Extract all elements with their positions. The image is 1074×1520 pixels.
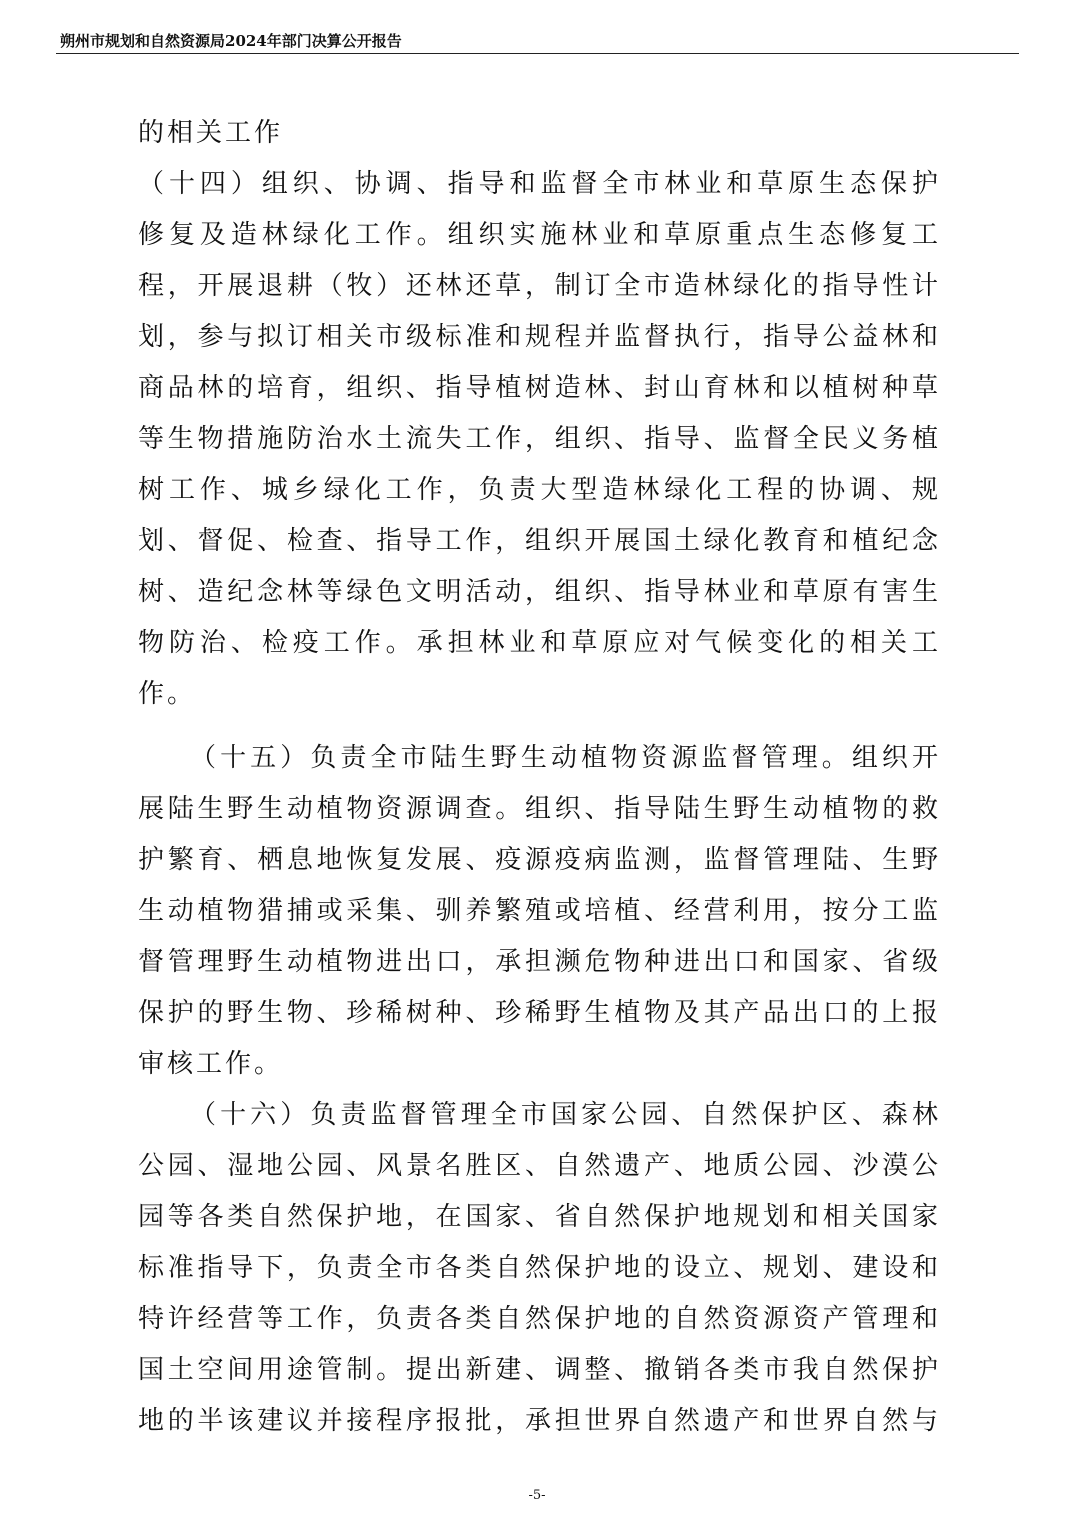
text-line: 划、督促、检查、指导工作，组织开展国土绿化教育和植纪念: [138, 526, 938, 556]
header-divider: [56, 53, 1019, 54]
text-line: 划，参与拟订相关市级标准和规程并监督执行，指导公益林和: [138, 322, 938, 352]
text-line: 等生物措施防治水土流失工作，组织、指导、监督全民义务植: [138, 424, 938, 454]
text-line: 商品林的培育，组织、指导植树造林、封山育林和以植树种草: [138, 373, 938, 403]
text-line: 审核工作。: [138, 1049, 284, 1079]
text-line: 护繁育、栖息地恢复发展、疫源疫病监测，监督管理陆、生野: [138, 845, 938, 875]
text-line: 生动植物猎捕或采集、驯养繁殖或培植、经营利用，按分工监: [138, 896, 938, 926]
text-line: 标准指导下，负责全市各类自然保护地的设立、规划、建设和: [138, 1253, 938, 1283]
page-number: -5-: [528, 1488, 546, 1503]
text-line: （十六）负责监督管理全市国家公园、自然保护区、森林: [190, 1100, 938, 1130]
text-line: 的相关工作: [138, 118, 284, 148]
text-line: 保护的野生物、珍稀树种、珍稀野生植物及其产品出口的上报: [138, 998, 938, 1028]
paragraph-gap: [138, 720, 938, 733]
text-line: （十五）负责全市陆生野生动植物资源监督管理。组织开: [190, 743, 938, 773]
document-header-title: 朔州市规划和自然资源局2024年部门决算公开报告: [60, 32, 402, 50]
text-line: 园等各类自然保护地，在国家、省自然保护地规划和相关国家: [138, 1202, 938, 1232]
text-line: 展陆生野生动植物资源调查。组织、指导陆生野生动植物的救: [138, 794, 938, 824]
text-line: 程，开展退耕（牧）还林还草，制订全市造林绿化的指导性计: [138, 271, 938, 301]
text-line: 树工作、城乡绿化工作，负责大型造林绿化工程的协调、规: [138, 475, 938, 505]
text-line: 公园、湿地公园、风景名胜区、自然遗产、地质公园、沙漠公: [138, 1151, 938, 1181]
text-line: 国土空间用途管制。提出新建、调整、撤销各类市我自然保护: [138, 1355, 938, 1385]
text-line: 树、造纪念林等绿色文明活动，组织、指导林业和草原有害生: [138, 577, 938, 607]
text-line: 修复及造林绿化工作。组织实施林业和草原重点生态修复工: [138, 220, 938, 250]
text-line: 地的半该建议并接程序报批，承担世界自然遗产和世界自然与: [138, 1406, 938, 1436]
text-line: 特许经营等工作，负责各类自然保护地的自然资源资产管理和: [138, 1304, 938, 1334]
text-line: 督管理野生动植物进出口，承担濒危物种进出口和国家、省级: [138, 947, 938, 977]
document-body: [138, 108, 938, 1447]
text-line: （十四）组织、协调、指导和监督全市林业和草原生态保护: [138, 169, 938, 199]
text-line: 作。: [138, 679, 197, 709]
text-line: 物防治、检疫工作。承担林业和草原应对气候变化的相关工: [138, 628, 938, 658]
